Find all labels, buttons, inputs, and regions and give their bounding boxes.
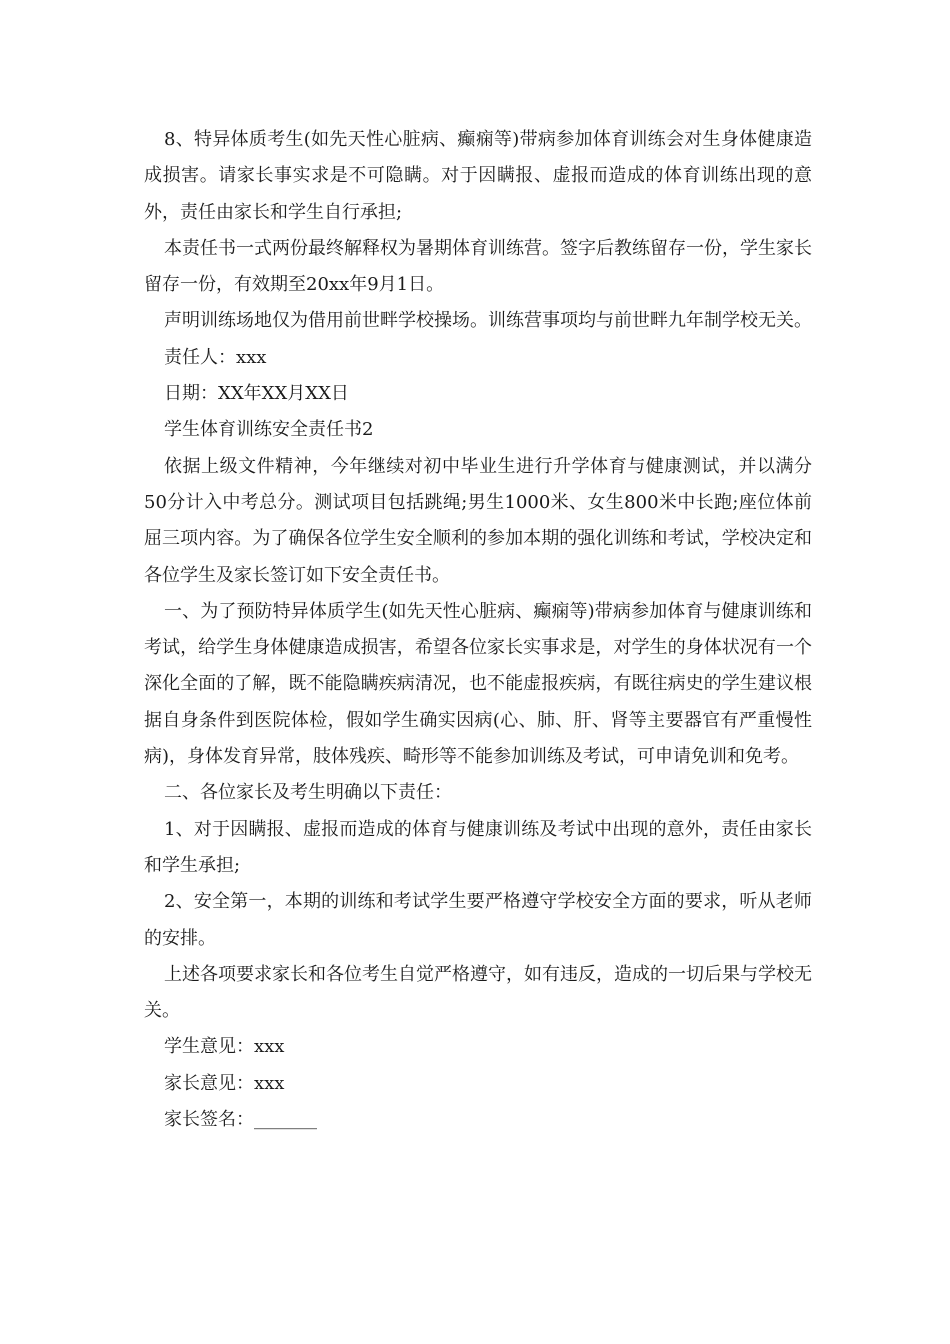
paragraph-responsibility-2: 2、安全第一，本期的训练和考试学生要严格遵守学校安全方面的要求，听从老师的安排。 xyxy=(144,891,812,949)
paragraph-compliance: 上述各项要求家长和各位考生自觉严格遵守，如有违反，造成的一切后果与学校无关。 xyxy=(144,963,812,1022)
paragraph-clause-2: 二、各位家长及考生明确以下责任： xyxy=(164,782,452,804)
date-line: 日期：XX年XX月XX日 xyxy=(164,383,349,405)
paragraph-item-8: 8、特异体质考生(如先天性心脏病、癫痫等)带病参加体育训练会对生身体健康造成损害。请家长事实求是不可隐瞒。对于因瞒报、虚报而造成的体育训练出现的意外，责任由家长和学生自行承担; xyxy=(144,129,812,223)
document-body xyxy=(144,122,812,1138)
paragraph-venue-statement: 声明训练场地仅为借用前世畔学校操场。训练营事项均与前世畔九年制学校无关。 xyxy=(164,310,812,332)
paragraph-clause-1: 一、为了预防特异体质学生(如先天性心脏病、癫痫等)带病参加体育与健康训练和考试，给学生身体健康造成损害，希望各位家长实事求是，对学生的身体状况有一个深化全面的了解，既不能隐瞒疾病清况，也不能虚报疾病，有既往病史的学生建议根据自身条件到医院体检，假如学生确实因病(心、肺、肝、肾等主要器官有严重慢性病)，身体发育异常，肢体残疾、畸形等不能参加训练及考试，可申请免训和免考。 xyxy=(144,600,812,768)
student-opinion-line: 学生意见：xxx xyxy=(164,1036,285,1058)
paragraph-validity: 本责任书一式两份最终解释权为暑期体育训练营。签字后教练留存一份，学生家长留存一份，有效期至20xx年9月1日。 xyxy=(144,237,812,296)
section-title: 学生体育训练安全责任书2 xyxy=(164,419,374,441)
parent-signature-line: 家长签名：_______ xyxy=(164,1109,317,1131)
parent-opinion-line: 家长意见：xxx xyxy=(164,1072,285,1094)
paragraph-intro: 依据上级文件精神，今年继续对初中毕业生进行升学体育与健康测试，并以满分50分计入中考总分。测试项目包括跳绳;男生1000米、女生800米中长跑;座位体前屈三项内容。为了确保各位学生安全顺利的参加本期的强化训练和考试，学校决定和各位学生及家长签订如下安全责任书。 xyxy=(144,455,812,586)
responsible-person-line: 责任人：xxx xyxy=(164,346,267,368)
paragraph-responsibility-1: 1、对于因瞒报、虚报而造成的体育与健康训练及考试中出现的意外，责任由家长和学生承担; xyxy=(144,818,812,876)
